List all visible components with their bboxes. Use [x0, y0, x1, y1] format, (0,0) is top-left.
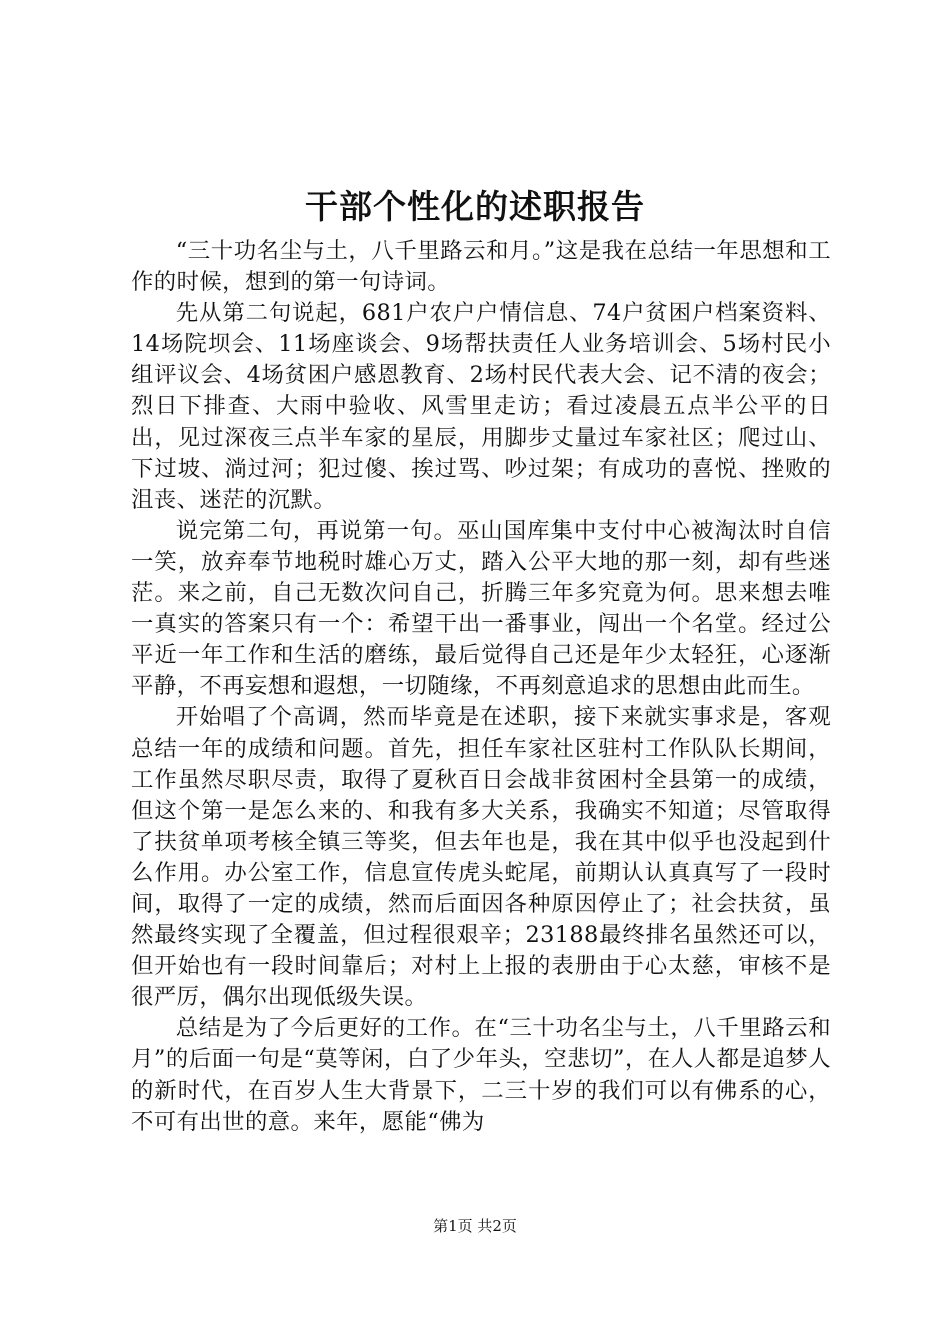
document-body [131, 236, 831, 1138]
page-footer: 第1页 共2页 [433, 1217, 517, 1235]
paragraph-5: 总结是为了今后更好的工作。在“三十功名尘与土，八千里路云和月”的后面一句是“莫等闲，白了少年头，空悲切”，在人人都是追梦人的新时代，在百岁人生大背景下，二三十岁的我们可以有佛系的心，不可有出世的意。来年，愿能“佛为 [131, 1015, 831, 1135]
document-title: 干部个性化的述职报告 [305, 187, 645, 226]
paragraph-1: “三十功名尘与土，八千里路云和月。”这是我在总结一年思想和工作的时候，想到的第一句诗词。 [131, 238, 831, 296]
paragraph-3: 说完第二句，再说第一句。巫山国库集中支付中心被淘汰时自信一笑，放弃奉节地税时雄心万丈，踏入公平大地的那一刻，却有些迷茫。来之前，自己无数次问自己，折腾三年多究竟为何。思来想去唯一真实的答案只有一个：希望干出一番事业，闯出一个名堂。经过公平近一年工作和生活的磨练，最后觉得自己还是年少太轻狂，心逐渐平静，不再妄想和遐想，一切随缘，不再刻意追求的思想由此而生。 [131, 517, 831, 700]
paragraph-2: 先从第二句说起，681户农户户情信息、74户贫困户档案资料、14场院坝会、11场座谈会、9场帮扶责任人业务培训会、5场村民小组评议会、4场贫困户感恩教育、2场村民代表大会、记不清的夜会；烈日下排查、大雨中验收、风雪里走访；看过凌晨五点半公平的日出，见过深夜三点半车家的星辰，用脚步丈量过车家社区；爬过山、下过坡、淌过河；犯过傻、挨过骂、吵过架；有成功的喜悦、挫败的沮丧、迷茫的沉默。 [131, 300, 831, 513]
paragraph-4: 开始唱了个高调，然而毕竟是在述职，接下来就实事求是，客观总结一年的成绩和问题。首先，担任车家社区驻村工作队队长期间，工作虽然尽职尽责，取得了夏秋百日会战非贫困村全县第一的成绩，但这个第一是怎么来的、和我有多大关系，我确实不知道；尽管取得了扶贫单项考核全镇三等奖，但去年也是，我在其中似乎也没起到什么作用。办公室工作，信息宣传虎头蛇尾，前期认认真真写了一段时间，取得了一定的成绩，然而后面因各种原因停止了；社会扶贫，虽然最终实现了全覆盖，但过程很艰辛；23188最终排名虽然还可以，但开始也有一段时间靠后；对村上上报的表册由于心太慈，审核不是很严厉，偶尔出现低级失误。 [131, 704, 831, 1011]
